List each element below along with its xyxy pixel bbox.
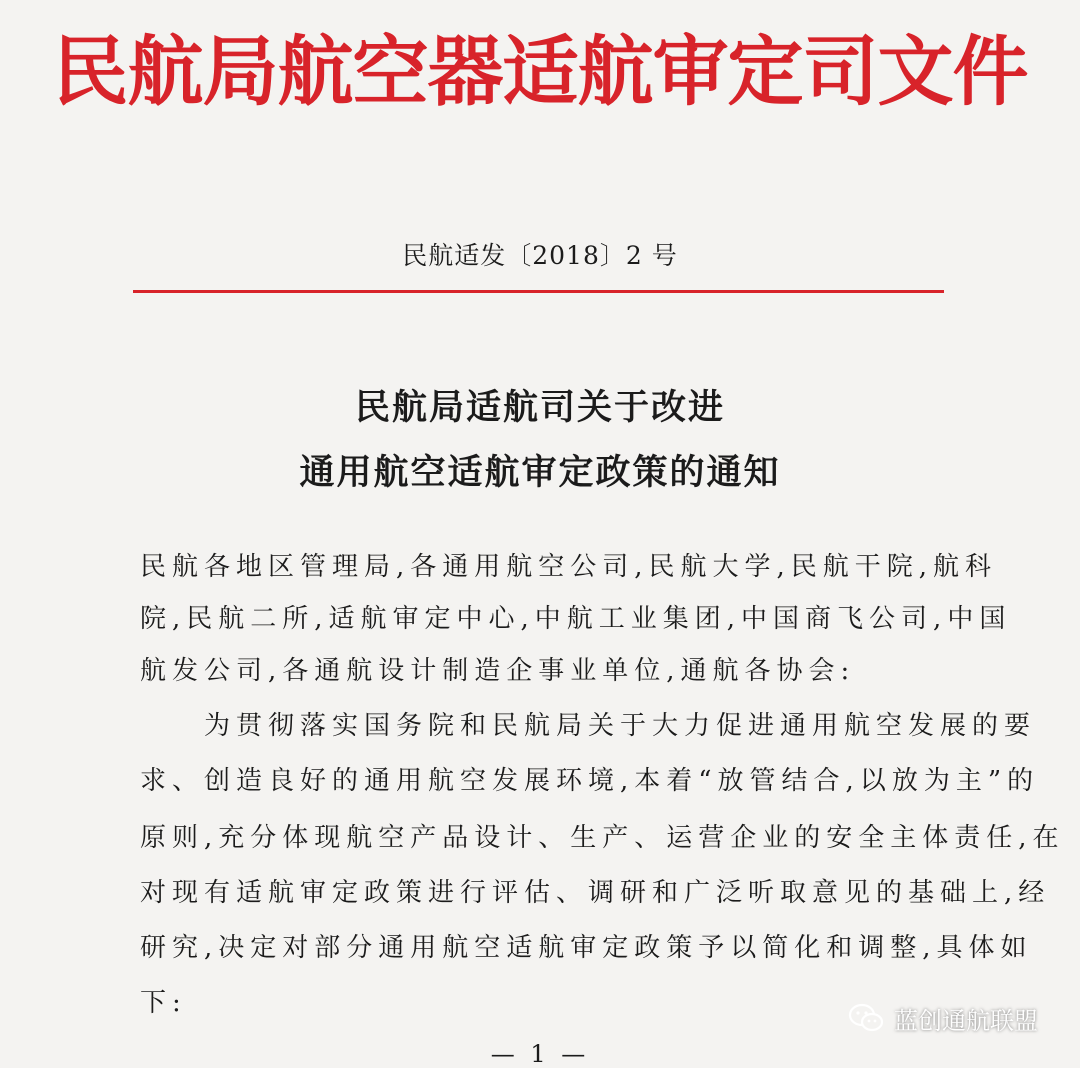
body-line: 对现有适航审定政策进行评估、调研和广泛听取意见的基础上,经 <box>140 878 1051 908</box>
body-line: 研究,决定对部分通用航空适航审定政策予以简化和调整,具体如 <box>140 933 1033 963</box>
body-line: 航发公司,各通航设计制造企事业单位,通航各协会: <box>140 656 856 686</box>
wechat-icon <box>848 1003 884 1033</box>
body-line: 民航各地区管理局,各通用航空公司,民航大学,民航干院,航科 <box>140 552 998 582</box>
red-divider <box>133 290 944 293</box>
page-number: — 1 — <box>490 1040 590 1068</box>
body-line: 下: <box>140 988 187 1018</box>
body-line: 院,民航二所,适航审定中心,中航工业集团,中国商飞公司,中国 <box>140 604 1012 634</box>
watermark <box>848 996 1038 1040</box>
body-line: 求、创造良好的通用航空发展环境,本着“放管结合,以放为主”的 <box>140 766 1040 796</box>
document-number: 民航适发〔2018〕2 号 <box>402 241 678 270</box>
watermark-text: 蓝创通航联盟 <box>894 1006 1038 1035</box>
document-header-title: 民航局航空器适航审定司文件 <box>52 27 1028 116</box>
body-line: 为贯彻落实国务院和民航局关于大力促进通用航空发展的要 <box>140 711 1037 741</box>
body-line: 原则,充分体现航空产品设计、生产、运营企业的安全主体责任,在 <box>140 823 1065 853</box>
notice-title-line-2: 通用航空适航审定政策的通知 <box>299 452 781 493</box>
notice-title-line-1: 民航局适航司关于改进 <box>354 387 725 428</box>
